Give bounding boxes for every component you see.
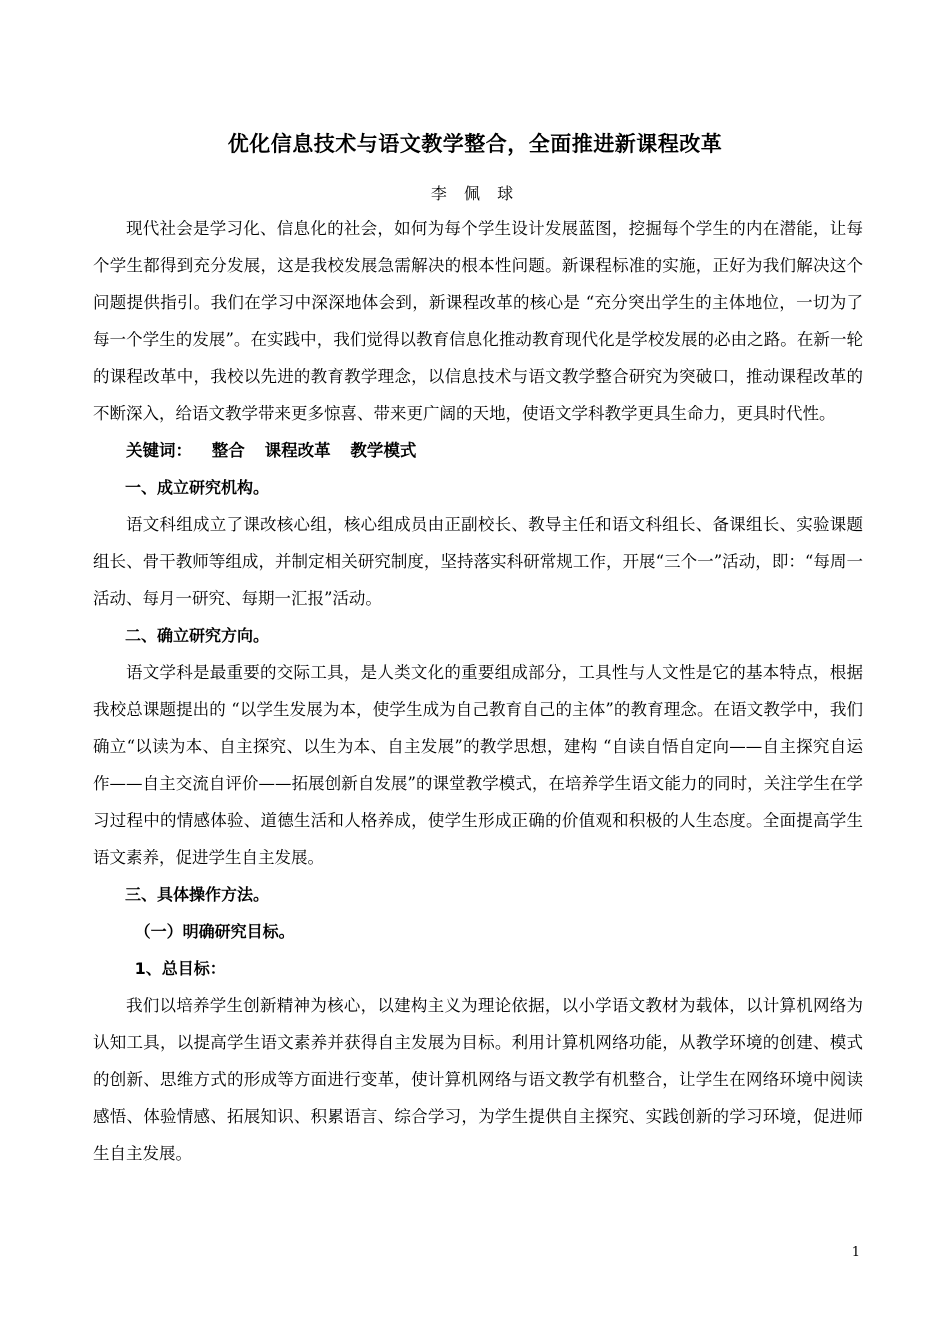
- subsection-heading: （一）明确研究目标。: [134, 922, 295, 941]
- section-1-heading: 一、成立研究机构。: [125, 478, 270, 497]
- author-name: 李 佩 球: [430, 184, 520, 203]
- keyword-item: 整合: [211, 441, 245, 460]
- keyword-item: 课程改革: [264, 441, 331, 460]
- keyword-item: 教学模式: [350, 441, 417, 460]
- section-2-heading: 二、确立研究方向。: [125, 626, 270, 645]
- document-title: 优化信息技术与语文教学整合，全面推进新课程改革: [227, 132, 723, 156]
- intro-paragraph: 现代社会是学习化、信息化的社会，如何为每个学生设计发展蓝图，挖掘每个学生的内在潜能，让每个学生都得到充分发展，这是我校发展急需解决的根本性问题。新课程标准的实施，正好为我们解决这个问题提供指引。我们在学习中深深地体会到，新课程改革的核心是 “充分突出学生的主体地位，一切为了每一个学生的发展”。在实践中，我们觉得以教育信息化推动教育现代化是学校发展的必由之路。在新一轮的课程改革中，我校以先进的教育教学理念，以信息技术与语文教学整合研究为突破口，推动课程改革的不断深入，给语文教学带来更多惊喜、带来更广阔的天地，使语文学科教学更具生命力，更具时代性。: [93, 219, 863, 423]
- section-2-paragraph: 语文学科是最重要的交际工具，是人类文化的重要组成部分，工具性与人文性是它的基本特点，根据我校总课题提出的 “以学生发展为本，使学生成为自己教育自己的主体”的教育理念。在语文教学中，我们确立“以读为本、自主探究、以生为本、自主发展”的教学思想，建构 “自读自悟自定向——自主探究自运作——自主交流自评价——拓展创新自发展”的课堂教学模式，在培养学生语文能力的同时，关注学生在学习过程中的情感体验、道德生活和人格养成，使学生形成正确的价值观和积极的人生态度。全面提高学生语文素养，促进学生自主发展。: [93, 663, 863, 867]
- keywords-label: 关键词：: [126, 441, 192, 460]
- keywords-line: [93, 432, 863, 469]
- document-body: [93, 210, 863, 1172]
- section-1-paragraph: 语文科组成立了课改核心组，核心组成员由正副校长、教导主任和语文科组长、备课组长、实验课题组长、骨干教师等组成，并制定相关研究制度，坚持落实科研常规工作，开展“三个一”活动，即：“每周一活动、每月一研究、每期一汇报”活动。: [93, 515, 863, 608]
- subsection-item-heading: 1、总目标：: [134, 959, 226, 978]
- section-3-heading: 三、具体操作方法。: [125, 885, 270, 904]
- page-number: 1: [851, 1245, 860, 1260]
- section-3-paragraph: 我们以培养学生创新精神为核心，以建构主义为理论依据，以小学语文教材为载体，以计算机网络为认知工具，以提高学生语文素养并获得自主发展为目标。利用计算机网络功能，从教学环境的创建、模式的创新、思维方式的形成等方面进行变革，使计算机网络与语文教学有机整合，让学生在网络环境中阅读感悟、体验情感、拓展知识、积累语言、综合学习，为学生提供自主探究、实践创新的学习环境，促进师生自主发展。: [93, 996, 863, 1163]
